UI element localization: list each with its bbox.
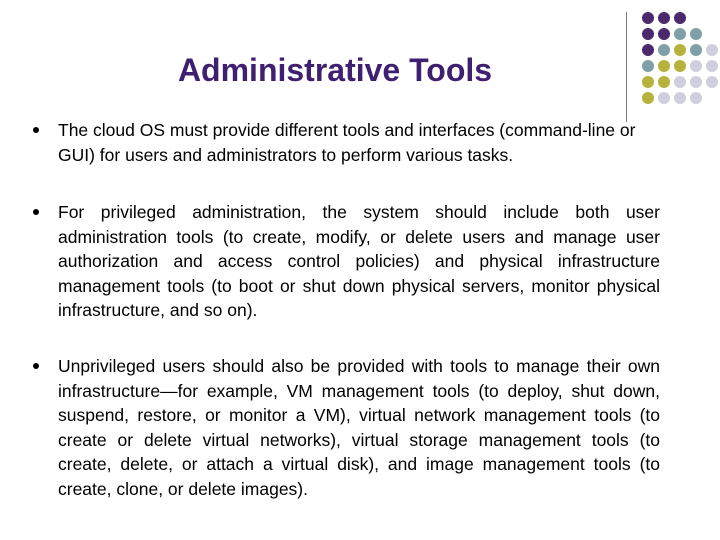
- decorative-dot: [706, 60, 718, 72]
- bullet-text: The cloud OS must provide different tools and interfaces (command-line or GUI) for users and administrators to perform various tasks.: [58, 120, 636, 165]
- bullet-item: [58, 200, 660, 323]
- decorative-dot: [706, 76, 718, 88]
- decorative-dot: [658, 12, 670, 24]
- decorative-dot: [674, 44, 686, 56]
- decorative-dot: [642, 44, 654, 56]
- decorative-dot: [642, 28, 654, 40]
- decorative-dot: [690, 76, 702, 88]
- decorative-dot: [674, 76, 686, 88]
- bullet-marker: [33, 209, 39, 215]
- bullet-marker: [33, 127, 39, 133]
- bullet-item: [58, 354, 660, 501]
- decorative-dot: [690, 44, 702, 56]
- decorative-dot: [658, 92, 670, 104]
- decorative-dot: [658, 60, 670, 72]
- decorative-dot: [690, 60, 702, 72]
- decorative-dot: [658, 76, 670, 88]
- decorative-dot: [642, 92, 654, 104]
- bullet-marker: [33, 363, 39, 369]
- decorative-dot: [706, 44, 718, 56]
- slide-title: Administrative Tools: [177, 52, 493, 88]
- decorative-dot: [690, 92, 702, 104]
- decorative-dot: [690, 28, 702, 40]
- decorative-dot: [642, 12, 654, 24]
- bullet-text: For privileged administration, the system should include both user administration tools (to create, modify, or delete users and manage user authorization and access control policies) and physical infrastructure management tools (to boot or shut down physical servers, monitor physical infrastructure, and so on).: [58, 202, 660, 320]
- decorative-dot: [658, 44, 670, 56]
- decorative-dot: [674, 60, 686, 72]
- decorative-dot: [674, 12, 686, 24]
- divider-line: [626, 12, 627, 122]
- decorative-dot: [674, 28, 686, 40]
- bullet-text: Unprivileged users should also be provided with tools to manage their own infrastructure—for example, VM management tools (to deploy, shut down, suspend, restore, or monitor a VM), virtual network management tools (to create or delete virtual networks), virtual storage management tools (to create, delete, or attach a virtual disk), and image management tools (to create, clone, or delete images).: [58, 356, 660, 499]
- decorative-dot: [642, 60, 654, 72]
- decorative-dot: [674, 92, 686, 104]
- decorative-dot: [658, 28, 670, 40]
- decorative-dot: [642, 76, 654, 88]
- bullet-item: [58, 118, 660, 167]
